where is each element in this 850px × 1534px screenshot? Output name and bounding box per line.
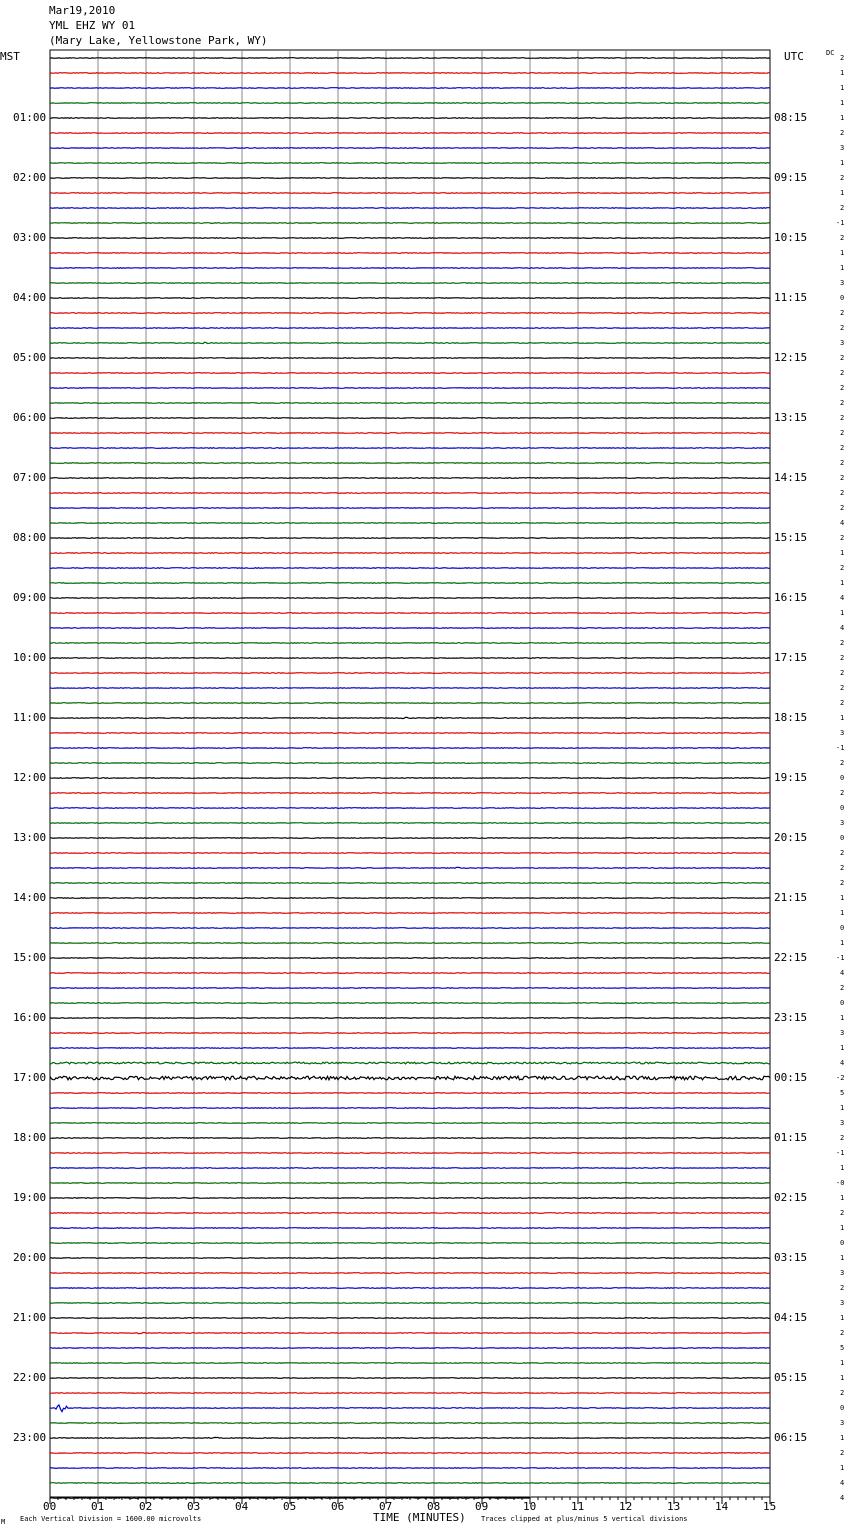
dc-offset-value: 2 — [840, 474, 845, 482]
x-tick-label: 04 — [235, 1500, 249, 1513]
right-hour-label: 06:15 — [774, 1431, 808, 1444]
left-hour-label: 01:00 — [13, 111, 47, 124]
dc-offset-value: 1 — [840, 189, 845, 197]
seismic-trace — [50, 973, 770, 974]
left-hour-label: 20:00 — [13, 1251, 47, 1264]
dc-offset-value: 2 — [840, 429, 845, 437]
seismic-trace — [50, 808, 770, 809]
seismic-trace — [50, 1405, 770, 1412]
dc-offset-value: -2 — [836, 1074, 845, 1082]
seismic-trace — [50, 1138, 770, 1139]
seismic-trace — [50, 628, 770, 629]
dc-offset-value: 2 — [840, 54, 845, 62]
x-tick-label: 11 — [571, 1500, 585, 1513]
dc-offset-value: 3 — [840, 1119, 845, 1127]
left-hour-label: 19:00 — [13, 1191, 47, 1204]
left-hour-label: 06:00 — [13, 411, 47, 424]
seismic-trace — [50, 133, 770, 134]
seismic-trace — [50, 1123, 770, 1124]
left-timezone-label: MST — [0, 50, 20, 63]
seismic-trace — [50, 943, 770, 944]
seismic-trace — [50, 763, 770, 764]
dc-offset-value: 0 — [840, 1239, 845, 1247]
right-hour-label: 18:15 — [774, 711, 808, 724]
dc-offset-value: 0 — [840, 774, 845, 782]
right-hour-label: 19:15 — [774, 771, 808, 784]
seismic-trace — [50, 478, 770, 479]
right-hour-label: 16:15 — [774, 591, 808, 604]
seismic-trace — [50, 1288, 770, 1289]
right-hour-label: 01:15 — [774, 1131, 808, 1144]
seismic-trace — [50, 1273, 770, 1274]
right-hour-label: 17:15 — [774, 651, 808, 664]
dc-offset-value: 2 — [840, 849, 845, 857]
seismic-trace — [50, 1258, 770, 1259]
seismic-trace — [50, 1033, 770, 1034]
seismic-trace — [50, 1213, 770, 1214]
seismic-trace — [50, 238, 770, 239]
dc-offset-value: 2 — [840, 504, 845, 512]
seismic-trace — [50, 148, 770, 149]
plot-date: Mar19,2010 — [49, 4, 116, 17]
left-hour-label: 15:00 — [13, 951, 47, 964]
dc-offset-value: 4 — [840, 1059, 845, 1067]
right-hour-label: 20:15 — [774, 831, 808, 844]
seismic-trace — [50, 1393, 770, 1394]
seismic-trace — [50, 778, 770, 779]
dc-offset-value: 2 — [840, 1284, 845, 1292]
dc-offset-value: 3 — [840, 1029, 845, 1037]
dc-offset-value: 0 — [840, 1404, 845, 1412]
right-hour-label: 00:15 — [774, 1071, 808, 1084]
seismic-trace — [50, 448, 770, 449]
right-hour-label: 04:15 — [774, 1311, 808, 1324]
x-tick-label: 09 — [475, 1500, 489, 1513]
seismic-trace — [50, 1228, 770, 1229]
station-id: YML EHZ WY 01 — [49, 19, 136, 32]
dc-offset-header: DC — [826, 49, 835, 57]
station-location: (Mary Lake, Yellowstone Park, WY) — [49, 34, 268, 47]
left-hour-label: 04:00 — [13, 291, 47, 304]
seismic-trace — [50, 1076, 770, 1080]
dc-offset-value: 3 — [840, 279, 845, 287]
x-tick-label: 01 — [91, 1500, 105, 1513]
dc-offset-value: -1 — [836, 219, 845, 227]
dc-offset-value: 3 — [840, 1299, 845, 1307]
dc-offset-value: 2 — [840, 324, 845, 332]
dc-offset-value: 2 — [840, 1134, 845, 1142]
dc-offset-value: 1 — [840, 1374, 845, 1382]
left-hour-label: 22:00 — [13, 1371, 47, 1384]
seismic-trace — [50, 1153, 770, 1154]
right-hour-label: 22:15 — [774, 951, 808, 964]
dc-offset-value: 2 — [840, 1329, 845, 1337]
seismic-trace — [50, 1303, 770, 1304]
x-tick-label: 03 — [187, 1500, 201, 1513]
seismic-trace — [50, 658, 770, 659]
right-hour-label: 12:15 — [774, 351, 808, 364]
dc-offset-value: 2 — [840, 309, 845, 317]
seismic-trace — [50, 298, 770, 299]
x-tick-label: 08 — [427, 1500, 441, 1513]
plot-frame — [50, 50, 770, 1497]
seismic-trace — [50, 178, 770, 179]
clip-note: Traces clipped at plus/minus 5 vertical divisions — [481, 1515, 688, 1523]
dc-offset-value: 1 — [840, 579, 845, 587]
seismic-trace — [50, 268, 770, 269]
left-hour-label: 03:00 — [13, 231, 47, 244]
dc-offset-value: 2 — [840, 534, 845, 542]
dc-offset-value: 2 — [840, 174, 845, 182]
left-hour-label: 09:00 — [13, 591, 47, 604]
seismic-trace — [50, 403, 770, 404]
seismic-trace — [50, 373, 770, 374]
dc-offset-value: 1 — [840, 1164, 845, 1172]
x-tick-label: 15 — [763, 1500, 777, 1513]
dc-offset-value: 1 — [840, 249, 845, 257]
seismic-trace — [50, 883, 770, 884]
dc-offset-value: 2 — [840, 129, 845, 137]
seismic-trace — [50, 913, 770, 914]
right-hour-label: 23:15 — [774, 1011, 808, 1024]
dc-offset-value: 0 — [840, 804, 845, 812]
dc-offset-value: 1 — [840, 1434, 845, 1442]
dc-offset-value: 2 — [840, 1209, 845, 1217]
dc-offset-value: 2 — [840, 204, 845, 212]
seismic-trace — [50, 208, 770, 209]
dc-offset-value: 0 — [840, 999, 845, 1007]
seismic-trace — [50, 1198, 770, 1199]
seismic-trace — [50, 388, 770, 389]
seismic-trace — [50, 1348, 770, 1349]
dc-offset-value: -1 — [836, 1149, 845, 1157]
dc-offset-value: 0 — [840, 294, 845, 302]
x-tick-label: 13 — [667, 1500, 681, 1513]
seismic-trace — [50, 313, 770, 314]
dc-offset-value: 4 — [840, 519, 845, 527]
seismic-trace — [50, 688, 770, 689]
seismic-trace — [50, 1003, 770, 1004]
x-tick-label: 02 — [139, 1500, 153, 1513]
seismic-trace — [50, 958, 770, 959]
dc-offset-value: 3 — [840, 729, 845, 737]
seismic-trace — [50, 103, 770, 104]
right-hour-label: 11:15 — [774, 291, 808, 304]
seismic-trace — [50, 988, 770, 989]
dc-offset-value: 2 — [840, 864, 845, 872]
right-timezone-label: UTC — [784, 50, 804, 63]
seismic-trace — [50, 598, 770, 599]
dc-offset-value: 2 — [840, 384, 845, 392]
dc-offset-value: 3 — [840, 1419, 845, 1427]
x-tick-label: 06 — [331, 1500, 345, 1513]
dc-offset-value: 5 — [840, 1089, 845, 1097]
dc-offset-value: 2 — [840, 879, 845, 887]
seismic-trace — [50, 193, 770, 194]
seismic-trace — [50, 118, 770, 119]
dc-offset-value: 1 — [840, 909, 845, 917]
left-hour-label: 13:00 — [13, 831, 47, 844]
left-hour-label: 02:00 — [13, 171, 47, 184]
seismic-trace — [50, 73, 770, 74]
seismic-trace — [50, 253, 770, 254]
seismic-trace — [50, 58, 770, 59]
seismic-trace — [50, 853, 770, 854]
dc-offset-value: 1 — [840, 1194, 845, 1202]
dc-offset-value: 2 — [840, 489, 845, 497]
dc-offset-value: 1 — [840, 159, 845, 167]
left-hour-label: 23:00 — [13, 1431, 47, 1444]
seismic-trace — [50, 867, 770, 868]
seismic-trace — [50, 508, 770, 509]
right-hour-label: 21:15 — [774, 891, 808, 904]
dc-offset-value: 1 — [840, 69, 845, 77]
seismic-trace — [50, 342, 770, 343]
dc-offset-value: 3 — [840, 339, 845, 347]
dc-offset-value: -0 — [836, 1179, 845, 1187]
right-hour-label: 02:15 — [774, 1191, 808, 1204]
dc-offset-value: 2 — [840, 414, 845, 422]
dc-offset-value: 1 — [840, 894, 845, 902]
seismic-trace — [50, 568, 770, 569]
left-hour-label: 08:00 — [13, 531, 47, 544]
dc-offset-value: 2 — [840, 1449, 845, 1457]
seismic-trace — [50, 613, 770, 614]
dc-offset-value: 4 — [840, 1494, 845, 1502]
dc-offset-value: 1 — [840, 1044, 845, 1052]
seismic-trace — [50, 717, 770, 718]
left-hour-label: 14:00 — [13, 891, 47, 904]
right-hour-label: 03:15 — [774, 1251, 808, 1264]
dc-offset-value: 3 — [840, 1269, 845, 1277]
seismic-trace — [50, 1093, 770, 1094]
dc-offset-value: 2 — [840, 639, 845, 647]
dc-offset-value: 1 — [840, 1014, 845, 1022]
left-hour-label: 10:00 — [13, 651, 47, 664]
dc-offset-value: 2 — [840, 984, 845, 992]
seismic-trace — [50, 418, 770, 419]
dc-offset-value: -1 — [836, 744, 845, 752]
dc-offset-value: 1 — [840, 1464, 845, 1472]
dc-offset-value: 2 — [840, 699, 845, 707]
dc-offset-value: 1 — [840, 1254, 845, 1262]
dc-offset-value: 2 — [840, 399, 845, 407]
seismic-trace — [50, 583, 770, 584]
dc-offset-value: -1 — [836, 954, 845, 962]
dc-offset-value: 1 — [840, 1359, 845, 1367]
right-hour-label: 10:15 — [774, 231, 808, 244]
dc-offset-value: 2 — [840, 669, 845, 677]
seismic-trace — [50, 1468, 770, 1469]
seismic-trace — [50, 358, 770, 359]
seismic-trace — [50, 1168, 770, 1169]
dc-offset-value: 2 — [840, 369, 845, 377]
right-hour-label: 09:15 — [774, 171, 808, 184]
seismic-trace — [50, 553, 770, 554]
dc-offset-value: 2 — [840, 759, 845, 767]
dc-offset-value: 1 — [840, 114, 845, 122]
dc-offset-value: 1 — [840, 1104, 845, 1112]
seismic-trace — [50, 463, 770, 464]
seismic-trace — [50, 88, 770, 89]
dc-offset-value: 1 — [840, 99, 845, 107]
dc-offset-value: 2 — [840, 654, 845, 662]
left-hour-label: 17:00 — [13, 1071, 47, 1084]
seismic-trace — [50, 823, 770, 824]
seismic-trace — [50, 1378, 770, 1379]
seismic-trace — [50, 163, 770, 164]
seismic-trace — [50, 1183, 770, 1184]
right-hour-label: 15:15 — [774, 531, 808, 544]
seismic-trace — [50, 1498, 530, 1499]
seismic-trace — [50, 1243, 770, 1244]
dc-offset-value: 2 — [840, 459, 845, 467]
dc-offset-value: 4 — [840, 1479, 845, 1487]
dc-offset-value: 2 — [840, 354, 845, 362]
dc-offset-value: 2 — [840, 444, 845, 452]
seismic-trace — [50, 493, 770, 494]
dc-offset-value: 1 — [840, 939, 845, 947]
dc-offset-value: 0 — [840, 924, 845, 932]
seismic-trace — [50, 703, 770, 704]
dc-offset-value: 2 — [840, 789, 845, 797]
seismic-trace — [50, 1018, 770, 1019]
seismic-trace — [50, 1332, 770, 1333]
right-hour-label: 14:15 — [774, 471, 808, 484]
dc-offset-value: 2 — [840, 564, 845, 572]
corner-mark: M — [1, 1518, 6, 1526]
x-tick-label: 00 — [43, 1500, 57, 1513]
dc-offset-value: 1 — [840, 1314, 845, 1322]
seismic-trace — [50, 538, 770, 539]
seismic-trace — [50, 1062, 770, 1064]
seismic-trace — [50, 928, 770, 929]
left-hour-label: 11:00 — [13, 711, 47, 724]
left-hour-label: 18:00 — [13, 1131, 47, 1144]
seismic-trace — [50, 1108, 770, 1109]
right-hour-label: 08:15 — [774, 111, 808, 124]
seismic-trace — [50, 1483, 770, 1484]
dc-offset-value: 3 — [840, 144, 845, 152]
dc-offset-value: 4 — [840, 594, 845, 602]
dc-offset-value: 5 — [840, 1344, 845, 1352]
seismic-trace — [50, 733, 770, 734]
dc-offset-value: 1 — [840, 1224, 845, 1232]
dc-offset-value: 4 — [840, 624, 845, 632]
division-note: Each Vertical Division = 1600.00 microvolts — [20, 1515, 202, 1523]
seismic-trace — [50, 748, 770, 749]
seismic-trace — [50, 898, 770, 899]
dc-offset-value: 1 — [840, 609, 845, 617]
x-tick-label: 12 — [619, 1500, 633, 1513]
x-tick-label: 05 — [283, 1500, 297, 1513]
x-tick-label: 07 — [379, 1500, 393, 1513]
right-hour-label: 05:15 — [774, 1371, 808, 1384]
seismic-trace — [50, 838, 770, 839]
dc-offset-value: 3 — [840, 819, 845, 827]
seismic-trace — [50, 1363, 770, 1364]
seismic-trace — [50, 523, 770, 524]
left-hour-label: 05:00 — [13, 351, 47, 364]
seismic-trace — [50, 283, 770, 284]
dc-offset-value: 2 — [840, 234, 845, 242]
x-tick-label: 14 — [715, 1500, 729, 1513]
dc-offset-value: 2 — [840, 684, 845, 692]
seismic-trace — [50, 1048, 770, 1049]
seismic-trace — [50, 223, 770, 224]
dc-offset-value: 1 — [840, 549, 845, 557]
left-hour-label: 12:00 — [13, 771, 47, 784]
seismic-trace — [50, 673, 770, 674]
seismic-trace — [50, 1423, 770, 1424]
seismic-trace — [50, 643, 770, 644]
dc-offset-value: 1 — [840, 84, 845, 92]
left-hour-label: 21:00 — [13, 1311, 47, 1324]
dc-offset-value: 4 — [840, 969, 845, 977]
dc-offset-value: 2 — [840, 1389, 845, 1397]
seismic-trace — [50, 1453, 770, 1454]
dc-offset-value: 1 — [840, 264, 845, 272]
x-tick-label: 10 — [523, 1500, 537, 1513]
seismic-trace — [50, 328, 770, 329]
seismic-trace — [50, 793, 770, 794]
left-hour-label: 07:00 — [13, 471, 47, 484]
left-hour-label: 16:00 — [13, 1011, 47, 1024]
seismic-trace — [50, 1437, 770, 1438]
seismic-trace — [50, 1318, 770, 1319]
seismic-trace — [50, 433, 770, 434]
dc-offset-value: 0 — [840, 834, 845, 842]
x-axis-title: TIME (MINUTES) — [373, 1511, 466, 1524]
dc-offset-value: 1 — [840, 714, 845, 722]
right-hour-label: 13:15 — [774, 411, 808, 424]
